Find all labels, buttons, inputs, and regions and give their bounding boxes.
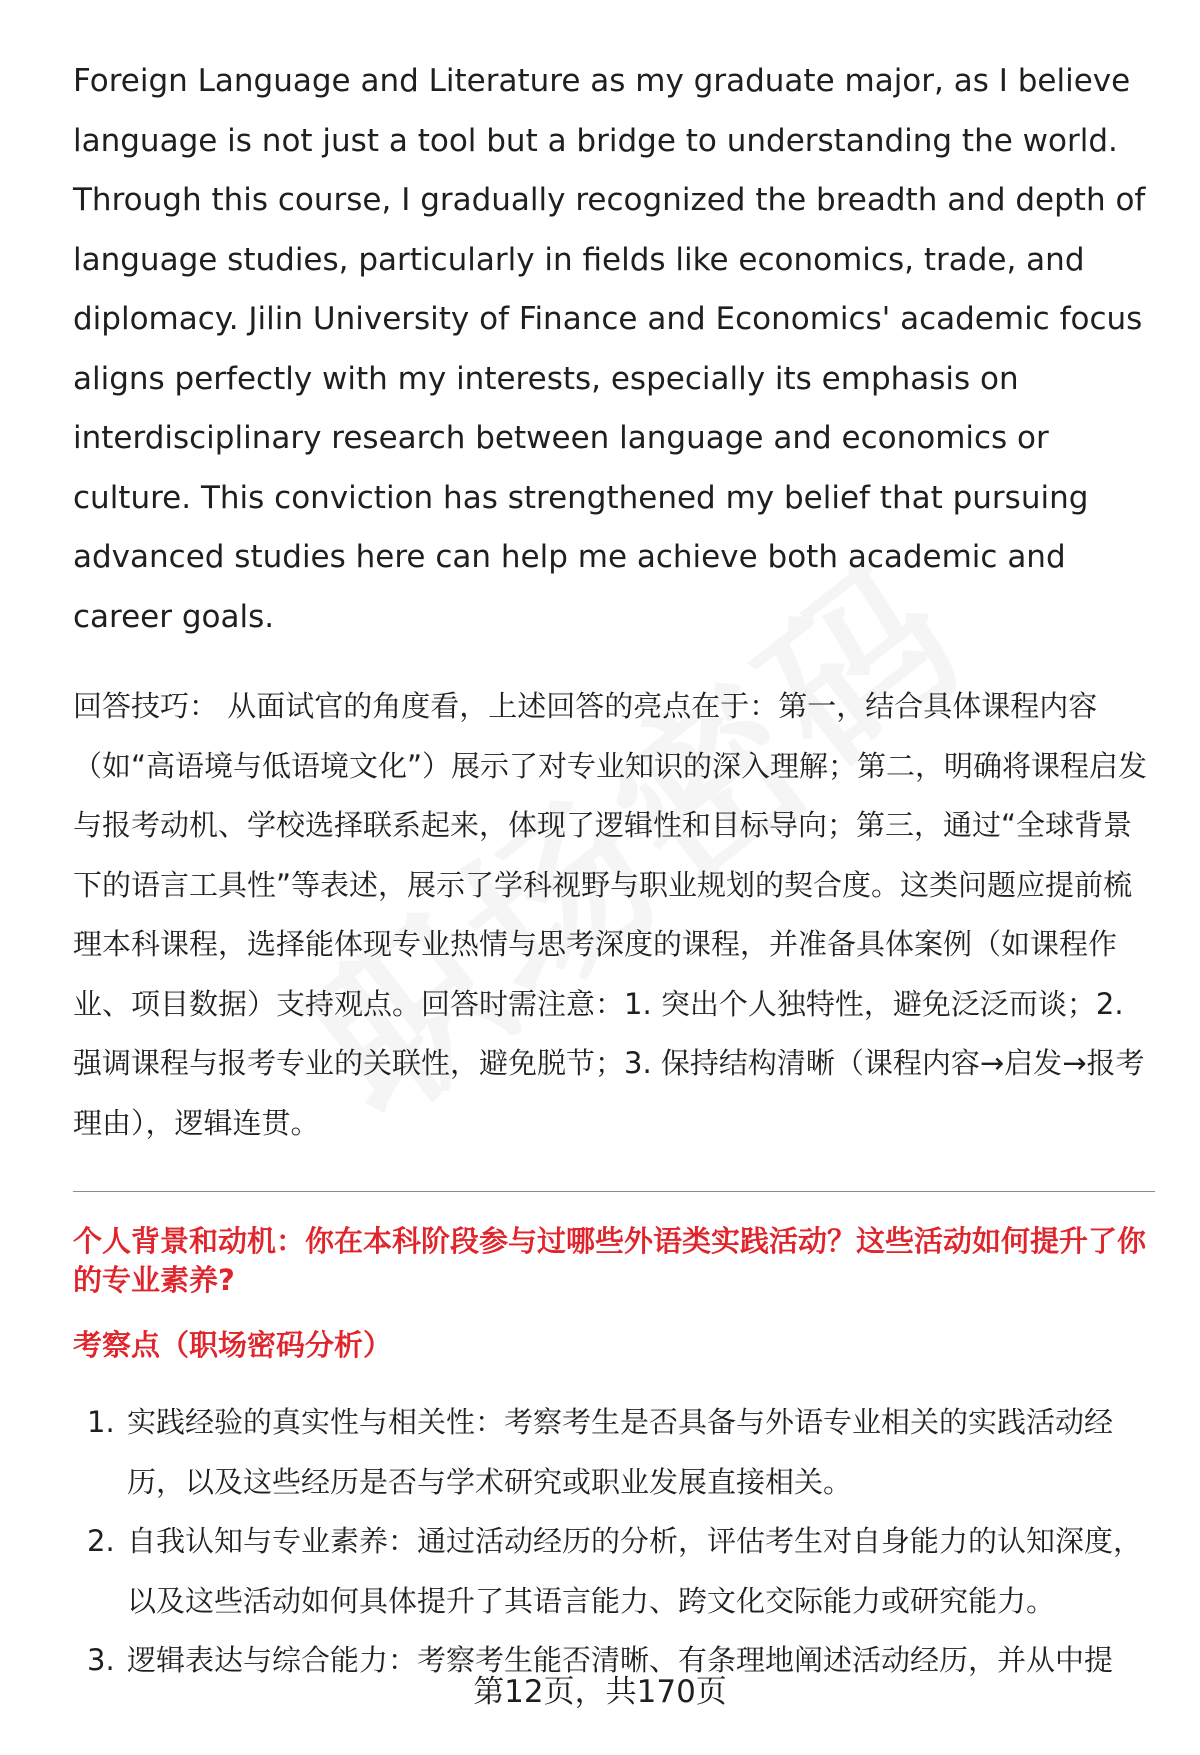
page-content [73, 52, 1155, 1707]
list-item-number: 3. [87, 1643, 115, 1677]
list-item-number: 2. [87, 1524, 115, 1558]
page-footer: 第12页，共170页 [473, 1674, 727, 1710]
list-item-text: 自我认知与专业素养：通过活动经历的分析，评估考生对自身能力的认知深度，以及这些活动如何具体提升了其语言能力、跨文化交际能力或研究能力。 [127, 1524, 1143, 1618]
assessment-points-heading: 考察点（职场密码分析） [73, 1328, 393, 1362]
section-divider [73, 1191, 1155, 1192]
list-item-text: 实践经验的真实性与相关性：考察考生是否具备与外语专业相关的实践活动经历，以及这些经历是否与学术研究或职业发展直接相关。 [127, 1405, 1114, 1499]
list-item [73, 1512, 1155, 1631]
assessment-points-list [73, 1393, 1155, 1691]
intro-paragraph: Foreign Language and Literature as my graduate major, as I believe language is not just a tool but a bridge to understanding the world. Through this course, I gradually recognized the breadth and depth of language studies, particularly in fields like economics, trade, and diplomacy. Jilin University of Finance and Economics' academic focus aligns perfectly with my interests, especially its emphasis on interdisciplinary research between language and economics or culture. This conviction has strengthened my belief that pursuing advanced studies here can help me achieve both academic and career goals. [73, 63, 1146, 635]
question-heading: 个人背景和动机：你在本科阶段参与过哪些外语类实践活动？这些活动如何提升了你的专业素养? [73, 1224, 1147, 1297]
answer-tips-paragraph: 回答技巧： 从面试官的角度看，上述回答的亮点在于：第一，结合具体课程内容（如“高语境与低语境文化”）展示了对专业知识的深入理解；第二，明确将课程启发与报考动机、学校选择联系起来，体现了逻辑性和目标导向；第三，通过“全球背景下的语言工具性”等表述，展示了学科视野与职业规划的契合度。这类问题应提前梳理本科课程，选择能体现专业热情与思考深度的课程，并准备具体案例（如课程作业、项目数据）支持观点。回答时需注意：1. 突出个人独特性，避免泛泛而谈；2. 强调课程与报考专业的关联性，避免脱节；3. 保持结构清晰（课程内容→启发→报考理由），逻辑连贯。 [73, 689, 1148, 1140]
list-item [73, 1393, 1155, 1512]
list-item-text: 逻辑表达与综合能力：考察考生能否清晰、有条理地阐述活动经历，并从中提 [127, 1643, 1114, 1677]
list-item-number: 1. [87, 1405, 115, 1439]
